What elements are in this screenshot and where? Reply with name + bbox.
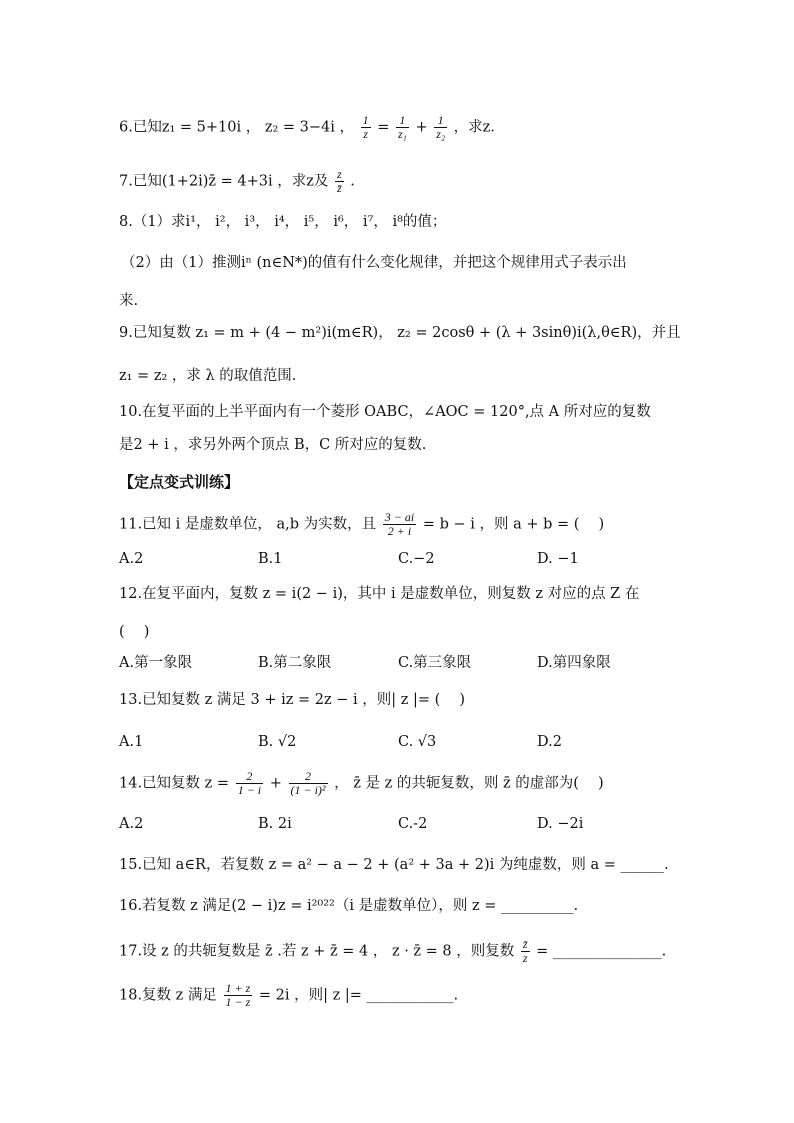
- exercise-11-option-c: C.−2: [398, 551, 435, 567]
- problem-8-part-1: 8.（1）求i¹， i²， i³， i⁴， i⁵， i⁶， i⁷， i⁸的值；: [119, 214, 447, 230]
- exercise-11-tail: = b − i ，则 a + b = ( ): [422, 516, 605, 533]
- fraction-2-over-1-minus-i-squared: $\frac{2}{\text{(1 − i)²}}$: [290, 769, 326, 797]
- exercise-14: [119, 770, 604, 797]
- problem-6: [119, 114, 495, 141]
- exercise-11-option-d: D. −1: [537, 551, 579, 567]
- plus-sign: +: [269, 775, 282, 792]
- equals-sign: =: [377, 119, 390, 136]
- exercise-13-option-b: B. √2: [258, 734, 297, 750]
- exercise-11-text: 11.已知 i 是虚数单位， a,b 为实数，且: [119, 516, 377, 533]
- exercise-14-option-d: D. −2i: [537, 816, 584, 832]
- fraction-3-minus-ai-over-2-plus-i: $\frac{3 - ai}{2 + i}$: [384, 510, 415, 538]
- problem-6-tail: ，求z.: [453, 119, 495, 136]
- exercise-17-text: 17.设 z 的共轭复数是 z̄ .若 z + z̄ = 4 ， z · z̄ = 8 ，则复数: [119, 943, 515, 960]
- exercise-17: [119, 938, 666, 965]
- exercise-14-tail: ， z̄ 是 z 的共轭复数，则 z̄ 的虚部为( ): [334, 775, 604, 792]
- exercise-14-option-b: B. 2i: [258, 816, 292, 832]
- problem-7-tail: .: [350, 173, 355, 190]
- problem-6-text: 6.已知z₁ = 5+10i ， z₂ = 3−4i ，: [119, 119, 355, 136]
- fraction-1-over-z: $\frac{1}{z}$: [362, 113, 369, 141]
- exercise-11-option-b: B.1: [258, 551, 283, 567]
- exercise-13-option-c: C. √3: [398, 734, 437, 750]
- exercise-17-tail: = _______________.: [536, 943, 667, 960]
- fraction-zbar-over-z: $\frac{z̄}{z}$: [522, 937, 528, 965]
- plus-sign: +: [415, 119, 428, 136]
- exercise-14-text: 14.已知复数 z =: [119, 775, 230, 792]
- problem-8-part-2: （2）由（1）推测iⁿ (n∈N*)的值有什么变化规律，并把这个规律用式子表示出: [121, 255, 627, 271]
- problem-7-text: 7.已知(1+2i)z̄ = 4+3i ，求z及: [119, 173, 329, 190]
- section-heading: 【定点变式训练】: [119, 473, 240, 491]
- problem-10-line-2: 是2 + i ，求另外两个顶点 B，C 所对应的复数.: [119, 437, 427, 453]
- exercise-18-text: 18.复数 z 满足: [119, 987, 217, 1004]
- exercise-11: [119, 511, 604, 538]
- exercise-15: 15.已知 a∈R，若复数 z = a² − a − 2 + (a² + 3a + 2)i 为纯虚数，则 a = ______.: [119, 857, 669, 873]
- exercise-18-tail: = 2i ，则| z |= ____________.: [258, 987, 459, 1004]
- exercise-14-option-a: A.2: [119, 816, 144, 832]
- exercise-12-line-2: ( ): [119, 624, 150, 640]
- fraction-1-over-z1: $\frac{1}{\text{z₁}}$: [398, 113, 407, 141]
- exercise-13-option-a: A.1: [119, 734, 144, 750]
- problem-9-line-1: 9.已知复数 z₁ = m + (4 − m²)i(m∈R)， z₂ = 2cosθ + (λ + 3sinθ)i(λ,θ∈R)，并且: [119, 325, 681, 341]
- exercise-13: 13.已知复数 z 满足 3 + iz = 2z − i ，则| z |= ( ): [119, 692, 466, 708]
- fraction-z-over-zbar: $\frac{z}{z̄}$: [337, 167, 342, 195]
- exercise-16: 16.若复数 z 满足(2 − i)z = i²⁰²²（i 是虚数单位），则 z = __________.: [119, 898, 579, 914]
- exercise-13-option-d: D.2: [537, 734, 562, 750]
- problem-8-part-3: 来.: [119, 293, 139, 309]
- fraction-1-over-z2: $\frac{1}{\text{z₂}}$: [436, 113, 446, 141]
- problem-10-line-1: 10.在复平面的上半平面内有一个菱形 OABC，∠AOC = 120°,点 A 所对应的复数: [119, 404, 651, 420]
- exercise-12-line-1: 12.在复平面内，复数 z = i(2 − i)，其中 i 是虚数单位，则复数 z 对应的点 Z 在: [119, 586, 640, 602]
- fraction-1-plus-z-over-1-minus-z: $\frac{1 + z}{1 - z}$: [225, 981, 251, 1009]
- exercise-11-option-a: A.2: [119, 551, 144, 567]
- fraction-2-over-1-minus-i: $\frac{2}{1 - i}$: [237, 769, 262, 797]
- exercise-12-option-c: C.第三象限: [398, 655, 472, 671]
- exercise-12-option-a: A.第一象限: [119, 655, 193, 671]
- exercise-14-option-c: C.-2: [398, 816, 428, 832]
- problem-9-line-2: z₁ = z₂ ，求 λ 的取值范围.: [119, 368, 297, 384]
- exercise-18: [119, 982, 458, 1009]
- problem-7: [119, 168, 355, 195]
- exercise-12-option-b: B.第二象限: [258, 655, 332, 671]
- exercise-12-option-d: D.第四象限: [537, 655, 611, 671]
